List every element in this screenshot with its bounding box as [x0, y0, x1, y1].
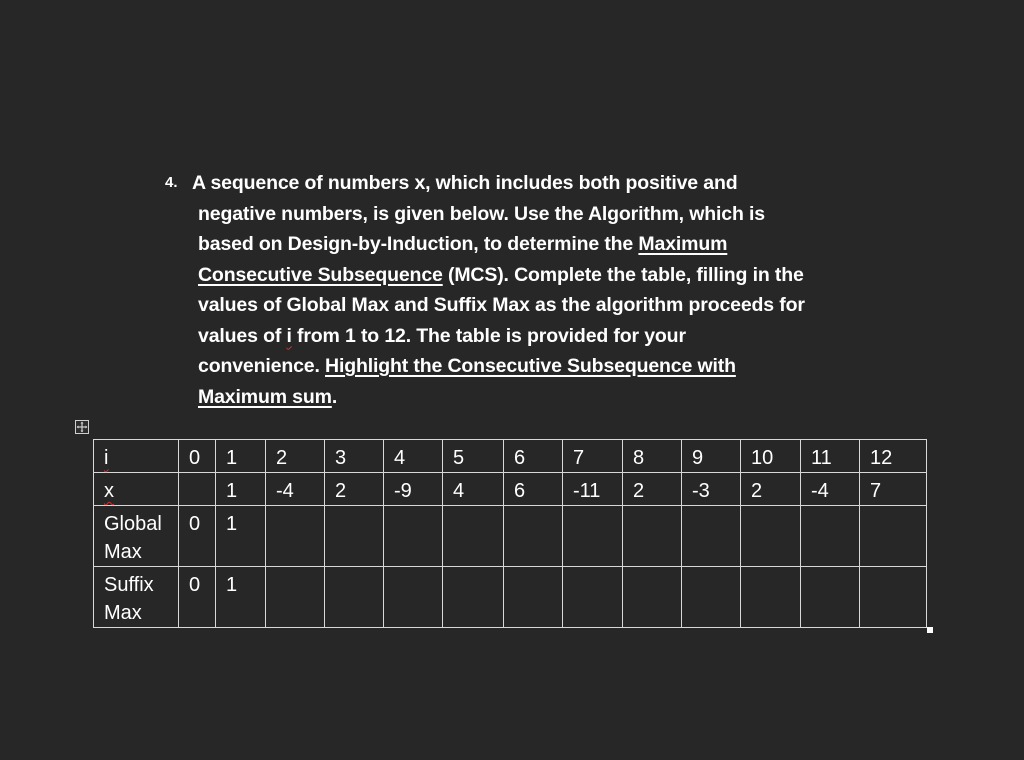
table-cell[interactable] [504, 506, 563, 567]
question-line-text: negative numbers, is given below. Use the Algorithm, which is [198, 202, 765, 225]
question-line-text: . [331, 385, 338, 408]
table-cell[interactable]: 1 [216, 567, 266, 628]
underlined-text: Consecutive Subsequence [198, 263, 443, 286]
algorithm-table [93, 439, 927, 628]
table-cell[interactable] [384, 506, 443, 567]
question-line-text: convenience. [198, 355, 326, 377]
table-cell[interactable]: 9 [682, 440, 741, 473]
table-cell[interactable] [623, 567, 682, 628]
table-cell[interactable] [801, 506, 860, 567]
table-cell[interactable] [741, 506, 801, 567]
row-label-text: Global Max [104, 513, 162, 563]
table-cell[interactable]: 5 [443, 440, 504, 473]
question-line-text: values of Global Max and Suffix Max as the algorithm proceeds for [198, 294, 805, 316]
move-cross-icon[interactable] [75, 420, 89, 434]
question-line-text: based on Design-by-Induction, to determine the [198, 233, 639, 255]
table-cell[interactable]: -11 [563, 473, 623, 506]
table-cell[interactable]: 7 [563, 440, 623, 473]
table-cell[interactable]: 1 [216, 440, 266, 473]
question-block [165, 168, 885, 412]
table-cell[interactable] [682, 506, 741, 567]
table-cell[interactable]: 4 [384, 440, 443, 473]
table-cell[interactable]: 6 [504, 473, 563, 506]
question-line [198, 321, 885, 352]
table-cell[interactable]: 3 [325, 440, 384, 473]
question-line-text: A sequence of numbers x, which includes both positive and [192, 172, 738, 194]
table-cell[interactable] [504, 567, 563, 628]
question-line [198, 260, 885, 291]
table-cell[interactable]: -4 [801, 473, 860, 506]
question-text [192, 168, 885, 412]
table-cell[interactable]: 2 [266, 440, 325, 473]
row-label [94, 473, 179, 506]
table-cell[interactable] [384, 567, 443, 628]
row-label-text: Suffix Max [104, 574, 154, 624]
underlined-text: Highlight the Consecutive Subsequence with [325, 355, 736, 377]
table-cell[interactable]: 6 [504, 440, 563, 473]
table-cell[interactable]: 0 [179, 567, 216, 628]
question-line [198, 199, 885, 230]
question-line [192, 168, 885, 199]
table-cell[interactable] [563, 506, 623, 567]
row-global-max [94, 506, 927, 567]
row-label [94, 506, 179, 567]
underlined-text: Maximum sum [198, 385, 332, 408]
table-cell[interactable] [266, 506, 325, 567]
table-cell[interactable] [860, 506, 927, 567]
row-suffix-max [94, 567, 927, 628]
table-cell[interactable]: 2 [623, 473, 682, 506]
table-cell[interactable] [741, 567, 801, 628]
move-cross-icon-glyph [76, 421, 88, 433]
question-number: 4. [165, 174, 178, 191]
question-line [198, 290, 885, 321]
table-cell[interactable]: 0 [179, 440, 216, 473]
table-cell[interactable] [623, 506, 682, 567]
question-line [198, 351, 885, 382]
question-line [198, 229, 885, 260]
table-cell[interactable]: 11 [801, 440, 860, 473]
table-cell[interactable]: 10 [741, 440, 801, 473]
table-cell[interactable] [179, 473, 216, 506]
table-cell[interactable]: 1 [216, 506, 266, 567]
table-cell[interactable] [682, 567, 741, 628]
table-cell[interactable] [443, 506, 504, 567]
question-line-text: values of [198, 324, 287, 347]
table-cell[interactable]: 1 [216, 473, 266, 506]
row-label-text[interactable]: i [104, 447, 109, 469]
table-cell[interactable]: 2 [325, 473, 384, 506]
table-cell[interactable] [563, 567, 623, 628]
question-line [198, 382, 885, 413]
table-cell[interactable]: -4 [266, 473, 325, 506]
row-label [94, 567, 179, 628]
table-cell[interactable]: 7 [860, 473, 927, 506]
table-cell[interactable]: 2 [741, 473, 801, 506]
table-cell[interactable]: -3 [682, 473, 741, 506]
row-index-i [94, 440, 927, 473]
table-cell[interactable]: 8 [623, 440, 682, 473]
table-cell[interactable] [443, 567, 504, 628]
table-cell[interactable]: 0 [179, 506, 216, 567]
table-cell[interactable] [325, 506, 384, 567]
underlined-text: Maximum [638, 233, 728, 255]
table-cell[interactable] [801, 567, 860, 628]
table-cell[interactable]: -9 [384, 473, 443, 506]
question-line-text: from 1 to 12. The table is provided for your [291, 324, 686, 347]
table-cell[interactable] [266, 567, 325, 628]
table-cell[interactable] [860, 567, 927, 628]
table-cell[interactable]: 4 [443, 473, 504, 506]
row-label-text[interactable]: x [104, 480, 114, 502]
spellcheck-word[interactable]: i [286, 324, 292, 347]
table-cell[interactable]: 12 [860, 440, 927, 473]
table-cell[interactable] [325, 567, 384, 628]
resize-square-icon[interactable] [927, 627, 933, 633]
row-values-x [94, 473, 927, 506]
row-label [94, 440, 179, 473]
question-line-text: (MCS). Complete the table, filling in the [442, 263, 804, 286]
